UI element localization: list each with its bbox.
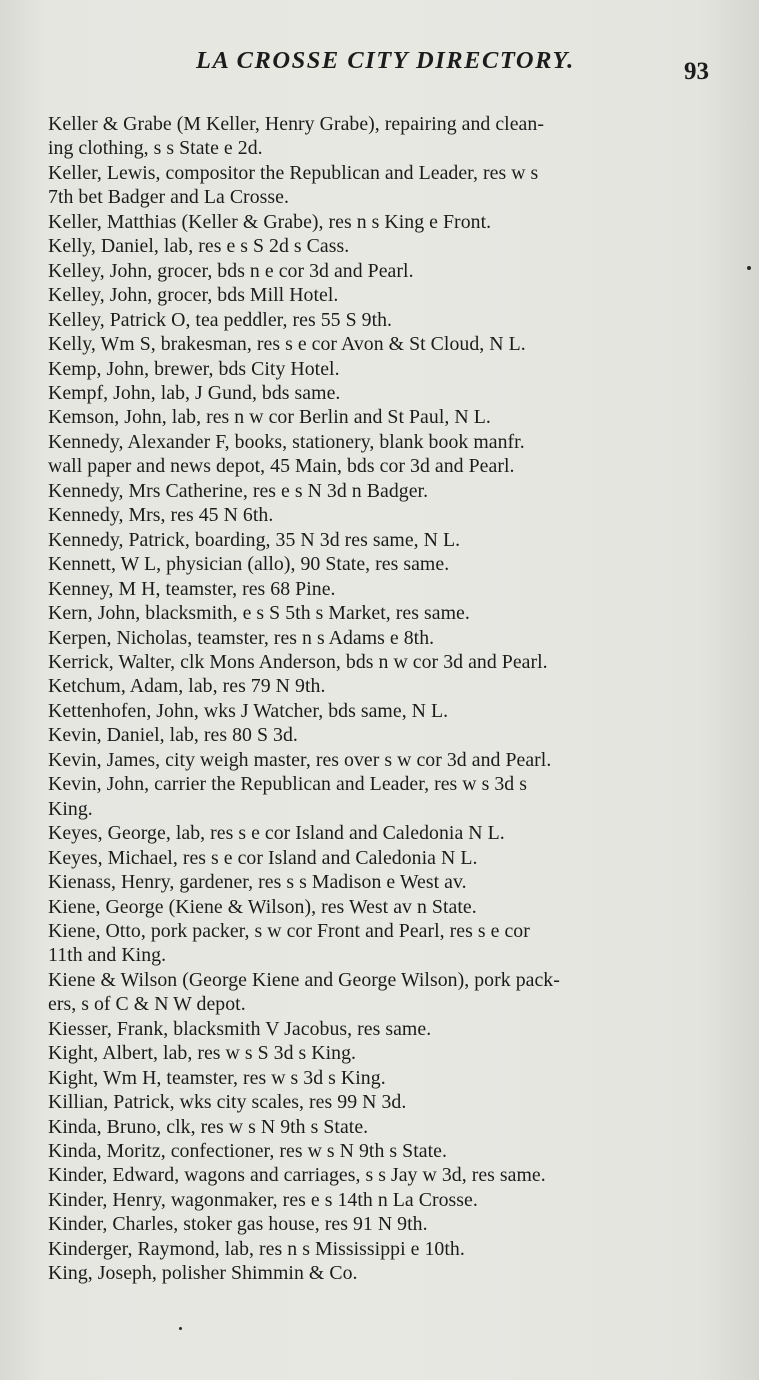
entry-line: Kiene, Otto, pork packer, s w cor Front and Pearl, res s e cor — [48, 919, 530, 942]
directory-entry — [48, 1115, 720, 1139]
entry-line: Kevin, Daniel, lab, res 80 S 3d. — [48, 724, 298, 747]
directory-entry — [48, 405, 720, 429]
directory-entry — [48, 699, 720, 723]
entry-line: Kelly, Daniel, lab, res e s S 2d s Cass. — [48, 235, 350, 258]
directory-entry — [48, 259, 720, 283]
entry-line: Keller, Lewis, compositor the Republican and Leader, res w s — [48, 161, 539, 184]
directory-entry — [48, 283, 720, 307]
entry-line: Kienass, Henry, gardener, res s s Madison e West av. — [48, 871, 467, 894]
directory-entry — [48, 748, 720, 772]
directory-entry — [48, 626, 720, 650]
directory-entry — [48, 161, 720, 210]
entry-continuation-line: King. — [48, 797, 93, 820]
entry-line: Keller, Matthias (Keller & Grabe), res n s King e Front. — [48, 210, 492, 233]
entry-line: Kerpen, Nicholas, teamster, res n s Adams e 8th. — [48, 626, 435, 649]
entry-continuation-line: ing clothing, s s State e 2d. — [48, 137, 263, 160]
directory-entry — [48, 968, 720, 1017]
entry-line: Kight, Albert, lab, res w s S 3d s King. — [48, 1042, 357, 1065]
directory-entry — [48, 528, 720, 552]
running-title: LA CROSSE CITY DIRECTORY. — [196, 48, 575, 74]
entry-line: Kevin, John, carrier the Republican and Leader, res w s 3d s — [48, 773, 527, 796]
directory-entry — [48, 503, 720, 527]
directory-entry — [48, 1163, 720, 1187]
directory-entry — [48, 821, 720, 845]
entry-line: Killian, Patrick, wks city scales, res 99 N 3d. — [48, 1091, 407, 1114]
entry-continuation-line: wall paper and news depot, 45 Main, bds cor 3d and Pearl. — [48, 455, 515, 478]
entry-line: Kempf, John, lab, J Gund, bds same. — [48, 381, 341, 404]
entry-line: Kinder, Charles, stoker gas house, res 91 N 9th. — [48, 1213, 428, 1236]
directory-entry — [48, 332, 720, 356]
directory-entry — [48, 1212, 720, 1236]
entry-line: Kennedy, Mrs Catherine, res e s N 3d n Badger. — [48, 479, 429, 502]
entry-continuation-line: 7th bet Badger and La Crosse. — [48, 186, 289, 209]
entry-line: Kinder, Edward, wagons and carriages, s s Jay w 3d, res same. — [48, 1164, 546, 1187]
directory-entry — [48, 919, 720, 968]
entry-line: Keyes, George, lab, res s e cor Island and Caledonia N L. — [48, 822, 505, 845]
ink-speck — [179, 1327, 182, 1330]
entry-line: Kelly, Wm S, brakesman, res s e cor Avon & St Cloud, N L. — [48, 333, 526, 356]
entry-line: Kinderger, Raymond, lab, res n s Mississippi e 10th. — [48, 1237, 465, 1260]
page-number: 93 — [684, 58, 709, 85]
entry-line: Kelley, John, grocer, bds n e cor 3d and Pearl. — [48, 259, 414, 282]
directory-entry — [48, 723, 720, 747]
directory-entry — [48, 772, 720, 821]
entry-line: Keyes, Michael, res s e cor Island and Caledonia N L. — [48, 846, 478, 869]
entry-line: Kennett, W L, physician (allo), 90 State, res same. — [48, 553, 450, 576]
entry-line: Kettenhofen, John, wks J Watcher, bds same, N L. — [48, 699, 449, 722]
entry-line: Kinda, Moritz, confectioner, res w s N 9th s State. — [48, 1140, 447, 1163]
directory-entry — [48, 210, 720, 234]
entry-line: Kight, Wm H, teamster, res w s 3d s King. — [48, 1066, 386, 1089]
ink-speck — [747, 266, 751, 270]
directory-entry — [48, 650, 720, 674]
directory-entry — [48, 381, 720, 405]
entry-line: Kemson, John, lab, res n w cor Berlin and St Paul, N L. — [48, 406, 491, 429]
directory-entry — [48, 234, 720, 258]
directory-entry — [48, 577, 720, 601]
directory-entry — [48, 552, 720, 576]
entry-line: Kiene, George (Kiene & Wilson), res West av n State. — [48, 895, 477, 918]
entry-line: Keller & Grabe (M Keller, Henry Grabe), repairing and clean- — [48, 113, 544, 135]
directory-entry — [48, 1041, 720, 1065]
entry-line: Kemp, John, brewer, bds City Hotel. — [48, 357, 340, 380]
directory-entry — [48, 1261, 720, 1285]
entry-continuation-line: 11th and King. — [48, 944, 167, 967]
directory-entry — [48, 479, 720, 503]
entry-line: Kerrick, Walter, clk Mons Anderson, bds n w cor 3d and Pearl. — [48, 650, 548, 673]
entry-line: Kern, John, blacksmith, e s S 5th s Market, res same. — [48, 602, 470, 625]
entry-line: Kennedy, Alexander F, books, stationery, blank book manfr. — [48, 430, 525, 453]
directory-entry — [48, 1139, 720, 1163]
entry-line: Kelley, John, grocer, bds Mill Hotel. — [48, 284, 339, 307]
directory-entry — [48, 1090, 720, 1114]
directory-entry — [48, 870, 720, 894]
directory-entry — [48, 1066, 720, 1090]
entry-line: Kenney, M H, teamster, res 68 Pine. — [48, 577, 336, 600]
entry-continuation-line: ers, s of C & N W depot. — [48, 993, 246, 1016]
entry-line: Kiene & Wilson (George Kiene and George Wilson), pork pack- — [48, 968, 560, 991]
entry-line: Kennedy, Mrs, res 45 N 6th. — [48, 504, 274, 527]
directory-entry — [48, 601, 720, 625]
page-header — [0, 48, 759, 88]
directory-entry — [48, 430, 720, 479]
entry-line: Ketchum, Adam, lab, res 79 N 9th. — [48, 675, 326, 698]
directory-entry — [48, 1017, 720, 1041]
directory-entry — [48, 846, 720, 870]
directory-entry — [48, 1188, 720, 1212]
directory-entry — [48, 357, 720, 381]
directory-entry — [48, 895, 720, 919]
directory-entry — [48, 308, 720, 332]
entry-line: Kiesser, Frank, blacksmith V Jacobus, res same. — [48, 1017, 432, 1040]
directory-entry — [48, 112, 720, 161]
directory-entries — [48, 112, 720, 1286]
entry-line: Kennedy, Patrick, boarding, 35 N 3d res same, N L. — [48, 528, 461, 551]
entry-line: King, Joseph, polisher Shimmin & Co. — [48, 1262, 358, 1285]
entry-line: Kinder, Henry, wagonmaker, res e s 14th n La Crosse. — [48, 1188, 478, 1211]
directory-entry — [48, 674, 720, 698]
entry-line: Kelley, Patrick O, tea peddler, res 55 S 9th. — [48, 308, 393, 331]
entry-line: Kinda, Bruno, clk, res w s N 9th s State. — [48, 1115, 369, 1138]
entry-line: Kevin, James, city weigh master, res over s w cor 3d and Pearl. — [48, 748, 552, 771]
directory-entry — [48, 1237, 720, 1261]
